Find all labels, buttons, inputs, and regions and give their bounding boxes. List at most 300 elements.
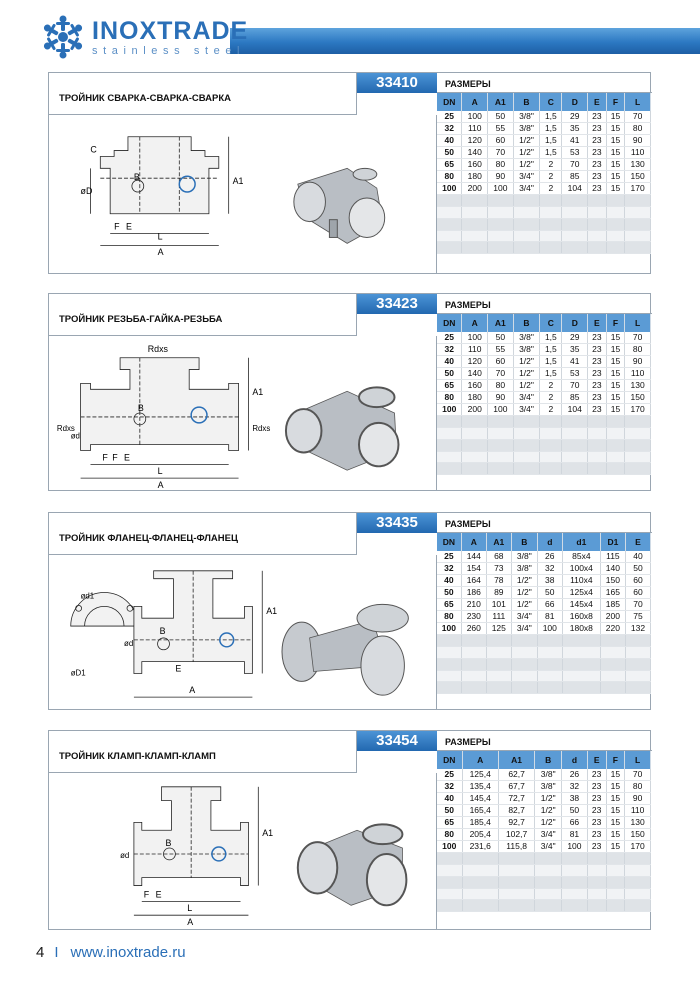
empty-cell bbox=[513, 242, 540, 254]
empty-cell bbox=[498, 853, 534, 865]
empty-cell bbox=[540, 463, 562, 475]
table-cell: 40 bbox=[437, 356, 462, 368]
table-cell: 3/8" bbox=[535, 769, 562, 781]
empty-row bbox=[437, 635, 651, 647]
empty-cell bbox=[437, 463, 462, 475]
table-row bbox=[437, 123, 651, 135]
table-cell: 23 bbox=[588, 135, 607, 147]
table-cell: 65 bbox=[437, 380, 462, 392]
tee-3d-render bbox=[298, 824, 407, 905]
empty-cell bbox=[540, 242, 562, 254]
table-cell: 185 bbox=[600, 599, 625, 611]
empty-row bbox=[437, 195, 651, 207]
table-cell: 3/8" bbox=[511, 551, 537, 563]
empty-cell bbox=[625, 463, 651, 475]
empty-cell bbox=[437, 647, 461, 659]
table-cell: 100 bbox=[437, 841, 462, 853]
table-cell: 1/2" bbox=[513, 147, 540, 159]
table-cell: 15 bbox=[606, 392, 625, 404]
column-header: d bbox=[537, 533, 562, 551]
table-cell: 32 bbox=[562, 781, 588, 793]
table-cell: 50 bbox=[488, 111, 514, 123]
table-row bbox=[437, 805, 651, 817]
dim-label-d: ød bbox=[70, 431, 80, 441]
column-header: E bbox=[588, 314, 607, 332]
table-cell: 165 bbox=[600, 587, 625, 599]
table-cell: 15 bbox=[606, 829, 625, 841]
table-cell: 25 bbox=[437, 111, 462, 123]
empty-cell bbox=[462, 439, 488, 451]
empty-cell bbox=[562, 451, 588, 463]
table-cell: 62,7 bbox=[498, 769, 534, 781]
empty-cell bbox=[606, 463, 625, 475]
table-cell: 3/4" bbox=[513, 183, 540, 195]
empty-cell bbox=[588, 207, 607, 219]
column-header: A bbox=[462, 93, 488, 111]
empty-cell bbox=[562, 230, 588, 242]
table-cell: 50 bbox=[437, 368, 462, 380]
table-cell: 70 bbox=[562, 159, 588, 171]
table-cell: 125x4 bbox=[562, 587, 600, 599]
empty-cell bbox=[488, 218, 514, 230]
table-cell: 104 bbox=[562, 183, 588, 195]
empty-row bbox=[437, 439, 651, 451]
table-cell: 130 bbox=[625, 817, 651, 829]
empty-cell bbox=[488, 207, 514, 219]
table-cell: 60 bbox=[625, 587, 650, 599]
table-cell: 164 bbox=[461, 575, 486, 587]
table-cell: 15 bbox=[606, 380, 625, 392]
empty-row bbox=[437, 658, 651, 670]
product-section-clamp bbox=[48, 730, 651, 930]
table-cell: 60 bbox=[625, 575, 650, 587]
table-cell: 111 bbox=[486, 611, 511, 623]
table-cell: 15 bbox=[606, 344, 625, 356]
table-cell: 23 bbox=[588, 356, 607, 368]
empty-cell bbox=[462, 865, 498, 877]
table-cell: 210 bbox=[461, 599, 486, 611]
table-cell: 15 bbox=[606, 171, 625, 183]
empty-cell bbox=[511, 647, 537, 659]
table-row bbox=[437, 575, 651, 587]
tee-3d-render bbox=[282, 604, 408, 695]
table-cell: 80 bbox=[437, 171, 462, 183]
table-cell: 110 bbox=[625, 368, 651, 380]
empty-cell bbox=[588, 242, 607, 254]
table-cell: 150 bbox=[625, 392, 651, 404]
empty-cell bbox=[535, 876, 562, 888]
table-cell: 73 bbox=[486, 563, 511, 575]
column-header: A bbox=[462, 751, 498, 769]
table-cell: 60 bbox=[488, 356, 514, 368]
empty-cell bbox=[606, 439, 625, 451]
empty-cell bbox=[498, 876, 534, 888]
table-row bbox=[437, 781, 651, 793]
table-cell: 89 bbox=[486, 587, 511, 599]
dim-label-b: B bbox=[133, 172, 140, 183]
table-cell: 1,5 bbox=[540, 135, 562, 147]
empty-cell bbox=[513, 439, 540, 451]
table-cell: 3/4" bbox=[511, 611, 537, 623]
empty-cell bbox=[625, 230, 651, 242]
technical-drawing bbox=[49, 336, 437, 490]
specs-table bbox=[437, 533, 651, 694]
table-cell: 125 bbox=[486, 623, 511, 635]
table-cell: 68 bbox=[486, 551, 511, 563]
empty-cell bbox=[488, 463, 514, 475]
empty-cell bbox=[537, 682, 562, 694]
dim-label-l: L bbox=[187, 903, 193, 914]
empty-cell bbox=[462, 853, 498, 865]
brand-name: INOXTRADE bbox=[92, 16, 249, 45]
table-row bbox=[437, 380, 651, 392]
empty-cell bbox=[588, 463, 607, 475]
table-cell: 32 bbox=[437, 344, 462, 356]
specs-body bbox=[437, 551, 651, 694]
table-cell: 200 bbox=[600, 611, 625, 623]
empty-cell bbox=[437, 218, 462, 230]
sizes-label: РАЗМЕРЫ bbox=[437, 513, 652, 533]
empty-cell bbox=[540, 451, 562, 463]
empty-cell bbox=[562, 658, 600, 670]
tee-weld-drawing bbox=[49, 115, 436, 273]
table-cell: 70 bbox=[625, 111, 651, 123]
table-cell: 110 bbox=[625, 147, 651, 159]
column-header: B bbox=[513, 93, 540, 111]
empty-cell bbox=[462, 888, 498, 900]
table-row bbox=[437, 159, 651, 171]
empty-cell bbox=[513, 428, 540, 440]
empty-cell bbox=[462, 876, 498, 888]
table-cell: 1,5 bbox=[540, 147, 562, 159]
empty-cell bbox=[535, 900, 562, 912]
empty-cell bbox=[562, 670, 600, 682]
table-cell: 23 bbox=[588, 183, 607, 195]
table-row bbox=[437, 623, 651, 635]
table-cell: 140 bbox=[462, 368, 488, 380]
table-cell: 35 bbox=[562, 344, 588, 356]
table-cell: 180x8 bbox=[562, 623, 600, 635]
table-row bbox=[437, 841, 651, 853]
column-header: A1 bbox=[486, 533, 511, 551]
table-cell: 26 bbox=[537, 551, 562, 563]
table-cell: 23 bbox=[588, 147, 607, 159]
table-row bbox=[437, 829, 651, 841]
empty-cell bbox=[437, 242, 462, 254]
table-cell: 3/4" bbox=[535, 841, 562, 853]
empty-cell bbox=[562, 428, 588, 440]
table-cell: 100 bbox=[537, 623, 562, 635]
table-cell: 23 bbox=[588, 111, 607, 123]
empty-cell bbox=[625, 635, 650, 647]
table-cell: 1,5 bbox=[540, 332, 562, 344]
header-bar bbox=[230, 28, 700, 54]
sizes-label: РАЗМЕРЫ bbox=[437, 294, 652, 314]
table-cell: 25 bbox=[437, 769, 462, 781]
empty-cell bbox=[606, 865, 625, 877]
table-cell: 67,7 bbox=[498, 781, 534, 793]
tee-thread-drawing bbox=[49, 336, 436, 490]
table-cell: 90 bbox=[625, 135, 651, 147]
table-cell: 38 bbox=[562, 793, 588, 805]
column-header: L bbox=[625, 751, 651, 769]
column-header: C bbox=[540, 314, 562, 332]
dim-label-f: F bbox=[114, 221, 120, 232]
tee-clamp-drawing bbox=[49, 773, 436, 929]
dim-label-d: ød bbox=[120, 850, 130, 860]
empty-cell bbox=[462, 451, 488, 463]
table-cell: 2 bbox=[540, 404, 562, 416]
table-cell: 29 bbox=[562, 332, 588, 344]
empty-cell bbox=[625, 647, 650, 659]
empty-cell bbox=[488, 195, 514, 207]
empty-cell bbox=[562, 635, 600, 647]
table-cell: 15 bbox=[606, 769, 625, 781]
table-cell: 115,8 bbox=[498, 841, 534, 853]
dim-label-e: E bbox=[124, 452, 130, 463]
table-cell: 81 bbox=[562, 829, 588, 841]
dim-label-d: øD bbox=[80, 186, 93, 196]
table-cell: 40 bbox=[437, 575, 461, 587]
empty-cell bbox=[625, 439, 651, 451]
table-cell: 23 bbox=[588, 332, 607, 344]
table-cell: 15 bbox=[606, 404, 625, 416]
empty-cell bbox=[606, 876, 625, 888]
dim-label-rdxs-top: Rdxs bbox=[147, 343, 168, 354]
dim-label-a: A bbox=[157, 247, 164, 258]
table-row bbox=[437, 392, 651, 404]
column-header: A1 bbox=[488, 93, 514, 111]
empty-cell bbox=[606, 900, 625, 912]
table-cell: 1/2" bbox=[535, 793, 562, 805]
table-cell: 1/2" bbox=[535, 817, 562, 829]
table-cell: 32 bbox=[437, 781, 462, 793]
empty-cell bbox=[562, 439, 588, 451]
column-header: A1 bbox=[488, 314, 514, 332]
empty-cell bbox=[625, 416, 651, 428]
empty-cell bbox=[625, 195, 651, 207]
table-cell: 145x4 bbox=[562, 599, 600, 611]
table-cell: 100 bbox=[437, 183, 462, 195]
table-row bbox=[437, 599, 651, 611]
empty-cell bbox=[462, 207, 488, 219]
dim-label-l: L bbox=[157, 231, 163, 242]
table-cell: 3/4" bbox=[535, 829, 562, 841]
empty-cell bbox=[625, 900, 651, 912]
empty-cell bbox=[488, 416, 514, 428]
table-cell: 200 bbox=[462, 183, 488, 195]
empty-cell bbox=[625, 876, 651, 888]
dim-label-e: E bbox=[175, 663, 182, 674]
empty-cell bbox=[498, 865, 534, 877]
empty-cell bbox=[513, 195, 540, 207]
table-cell: 1/2" bbox=[511, 599, 537, 611]
empty-cell bbox=[513, 207, 540, 219]
table-cell: 230 bbox=[461, 611, 486, 623]
column-header: E bbox=[588, 93, 607, 111]
empty-cell bbox=[606, 428, 625, 440]
empty-cell bbox=[587, 865, 606, 877]
empty-cell bbox=[462, 428, 488, 440]
table-cell: 35 bbox=[562, 123, 588, 135]
empty-cell bbox=[625, 865, 651, 877]
empty-cell bbox=[513, 451, 540, 463]
table-cell: 15 bbox=[606, 111, 625, 123]
dim-label-e: E bbox=[155, 889, 162, 900]
table-row bbox=[437, 183, 651, 195]
specs-table bbox=[437, 93, 651, 254]
table-cell: 92,7 bbox=[498, 817, 534, 829]
table-cell: 40 bbox=[437, 135, 462, 147]
tee-3d-render bbox=[286, 387, 399, 470]
dim-label-e: E bbox=[125, 221, 132, 232]
empty-cell bbox=[540, 428, 562, 440]
table-cell: 110x4 bbox=[562, 575, 600, 587]
table-cell: 2 bbox=[540, 159, 562, 171]
column-header: DN bbox=[437, 314, 462, 332]
empty-cell bbox=[437, 876, 462, 888]
empty-cell bbox=[462, 416, 488, 428]
table-cell: 1/2" bbox=[535, 805, 562, 817]
table-cell: 140 bbox=[462, 147, 488, 159]
table-cell: 220 bbox=[600, 623, 625, 635]
table-row bbox=[437, 817, 651, 829]
sizes-label: РАЗМЕРЫ bbox=[437, 731, 652, 751]
empty-cell bbox=[486, 670, 511, 682]
table-cell: 80 bbox=[437, 611, 461, 623]
product-section-thread bbox=[48, 293, 651, 491]
dim-label-a1: A1 bbox=[252, 387, 264, 398]
empty-cell bbox=[588, 416, 607, 428]
empty-cell bbox=[625, 658, 650, 670]
dim-label-dd1: øD1 bbox=[70, 668, 86, 678]
table-cell: 23 bbox=[588, 123, 607, 135]
table-row bbox=[437, 551, 651, 563]
empty-cell bbox=[625, 428, 651, 440]
table-cell: 55 bbox=[488, 123, 514, 135]
column-header: D1 bbox=[600, 533, 625, 551]
empty-row bbox=[437, 853, 651, 865]
empty-cell bbox=[587, 876, 606, 888]
table-cell: 29 bbox=[562, 111, 588, 123]
column-header: F bbox=[606, 314, 625, 332]
table-cell: 50 bbox=[437, 587, 461, 599]
table-cell: 23 bbox=[588, 171, 607, 183]
empty-cell bbox=[606, 853, 625, 865]
section-code: 33435 bbox=[357, 513, 437, 533]
tee-flange-drawing bbox=[49, 555, 436, 709]
empty-cell bbox=[513, 416, 540, 428]
table-cell: 15 bbox=[606, 356, 625, 368]
empty-cell bbox=[462, 218, 488, 230]
empty-cell bbox=[462, 900, 498, 912]
column-header: DN bbox=[437, 533, 461, 551]
dim-label-a1: A1 bbox=[232, 176, 244, 187]
empty-row bbox=[437, 242, 651, 254]
table-cell: 41 bbox=[562, 135, 588, 147]
specs-body bbox=[437, 769, 651, 912]
specs-table bbox=[437, 751, 651, 912]
table-cell: 26 bbox=[562, 769, 588, 781]
table-row bbox=[437, 111, 651, 123]
section-title: ТРОЙНИК ФЛАНЕЦ-ФЛАНЕЦ-ФЛАНЕЦ bbox=[49, 513, 357, 555]
table-cell: 2 bbox=[540, 392, 562, 404]
section-code: 33454 bbox=[357, 731, 437, 751]
empty-cell bbox=[461, 635, 486, 647]
specs-header-row bbox=[437, 533, 651, 551]
column-header: A bbox=[461, 533, 486, 551]
dim-label-a1: A1 bbox=[262, 828, 274, 839]
table-cell: 23 bbox=[587, 781, 606, 793]
website-link[interactable]: www.inoxtrade.ru bbox=[70, 944, 186, 961]
empty-cell bbox=[600, 670, 625, 682]
empty-cell bbox=[606, 242, 625, 254]
table-cell: 23 bbox=[587, 829, 606, 841]
table-cell: 3/8" bbox=[535, 781, 562, 793]
table-cell: 50 bbox=[562, 805, 588, 817]
empty-cell bbox=[562, 416, 588, 428]
table-cell: 80 bbox=[488, 159, 514, 171]
empty-row bbox=[437, 218, 651, 230]
empty-cell bbox=[540, 439, 562, 451]
empty-cell bbox=[562, 207, 588, 219]
table-cell: 32 bbox=[537, 563, 562, 575]
table-cell: 80 bbox=[625, 344, 651, 356]
empty-cell bbox=[535, 888, 562, 900]
table-cell: 185,4 bbox=[462, 817, 498, 829]
table-cell: 81 bbox=[537, 611, 562, 623]
empty-row bbox=[437, 865, 651, 877]
table-cell: 60 bbox=[488, 135, 514, 147]
table-cell: 70 bbox=[488, 368, 514, 380]
table-cell: 170 bbox=[625, 404, 651, 416]
empty-cell bbox=[625, 207, 651, 219]
empty-cell bbox=[625, 682, 650, 694]
table-cell: 1,5 bbox=[540, 123, 562, 135]
empty-cell bbox=[625, 670, 650, 682]
empty-cell bbox=[540, 230, 562, 242]
table-cell: 50 bbox=[437, 147, 462, 159]
table-cell: 3/8" bbox=[513, 344, 540, 356]
table-row bbox=[437, 135, 651, 147]
table-cell: 260 bbox=[461, 623, 486, 635]
table-cell: 40 bbox=[437, 793, 462, 805]
product-section-flange bbox=[48, 512, 651, 710]
page-header bbox=[0, 0, 700, 72]
empty-cell bbox=[606, 230, 625, 242]
empty-cell bbox=[625, 451, 651, 463]
empty-cell bbox=[437, 451, 462, 463]
column-header: A1 bbox=[498, 751, 534, 769]
empty-cell bbox=[461, 682, 486, 694]
specs-header-row bbox=[437, 93, 651, 111]
dim-label-rdxs-right: Rdxs bbox=[252, 423, 271, 433]
table-cell: 3/4" bbox=[513, 392, 540, 404]
table-cell: 50 bbox=[537, 587, 562, 599]
page-footer bbox=[36, 944, 186, 961]
empty-cell bbox=[587, 900, 606, 912]
table-cell: 50 bbox=[488, 332, 514, 344]
empty-cell bbox=[587, 853, 606, 865]
table-cell: 110 bbox=[462, 123, 488, 135]
specs-table bbox=[437, 314, 651, 475]
empty-cell bbox=[437, 900, 462, 912]
empty-cell bbox=[588, 428, 607, 440]
dim-label-a1: A1 bbox=[266, 606, 278, 617]
table-cell: 23 bbox=[588, 159, 607, 171]
table-row bbox=[437, 171, 651, 183]
column-header: F bbox=[606, 93, 625, 111]
